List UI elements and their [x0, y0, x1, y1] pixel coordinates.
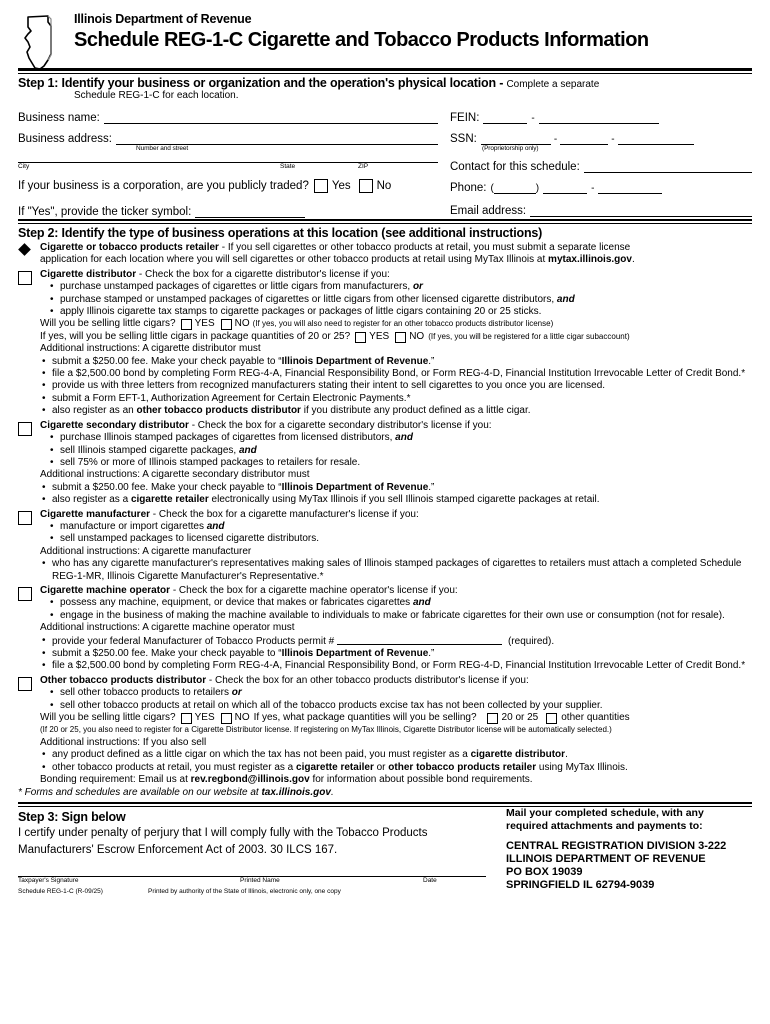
section-title: Cigarette machine operator: [40, 584, 171, 596]
ssn-dash-1: -: [553, 134, 558, 145]
section-cigarette-machine-operator: [18, 585, 752, 673]
section-cigarette-manufacturer: [18, 509, 752, 583]
footnote-post: .: [330, 787, 334, 799]
bullet-text: other tobacco products at retail, you must register as a: [52, 761, 297, 773]
list-item: [50, 700, 752, 712]
list-item: [50, 533, 752, 545]
diamond-bullet-icon: [18, 243, 31, 256]
step1-right-column: [438, 104, 752, 219]
ssn-dash-2: -: [611, 134, 615, 145]
bullet-text: submit a $250.00 fee. Make your check payable to “: [52, 648, 282, 659]
retailer-line2-pre: application for each location where you will sell cigarettes or other tobacco products at retail using MyTax Illinois at: [40, 254, 549, 266]
otp-little-cigars-question-row: [40, 712, 752, 724]
section-title: Cigarette or tobacco products retailer: [40, 242, 219, 253]
bullet-text: who has any cigarette manufacturer's representatives making sales of Illinois stamped packages of cigarettes to retailers must attach a completed Schedule REG-1-MR, Illinois Cigarette Manufacturer's Representative.*: [52, 558, 742, 582]
contact-input[interactable]: [584, 160, 752, 173]
certification-line-2: Manufacturers' Escrow Enforcement Act of 2003. 30 ILCS 167.: [18, 843, 338, 856]
retailer-line2-post: .: [631, 254, 635, 266]
ssn-label: SSN:: [450, 133, 477, 145]
additional-instructions-label: Additional instructions: A cigarette manufacturer: [40, 545, 252, 557]
section-bullets: [40, 432, 752, 469]
list-item: [42, 405, 752, 417]
additional-instructions-bullets: [40, 635, 752, 673]
bullet-text: purchase unstamped packages of cigarettes or little cigars from manufacturers,: [60, 281, 413, 293]
section-title-line: [40, 420, 752, 432]
section-body: [40, 242, 752, 267]
bullet-mid: or: [373, 761, 389, 773]
list-item: [42, 762, 752, 774]
email-row: [450, 195, 752, 217]
fein-row: [450, 104, 752, 124]
bullet-text: submit a $250.00 fee. Make your check payable to “: [52, 481, 282, 493]
list-item: [42, 393, 752, 405]
state-caption: State: [280, 163, 296, 170]
section-body: [40, 585, 752, 673]
publicly-traded-yes-label: Yes: [331, 179, 351, 192]
zip-caption: ZIP: [358, 163, 369, 170]
package-quantities-yes-checkbox[interactable]: [355, 332, 366, 343]
business-address-input[interactable]: [116, 132, 438, 145]
address-line-3: PO BOX 19039: [506, 865, 583, 878]
fein-label: FEIN:: [450, 112, 480, 124]
package-quantities-no-checkbox[interactable]: [395, 332, 406, 343]
phone-row: [450, 174, 752, 194]
permit-required-note: (required).: [507, 635, 555, 647]
section-marker: [18, 242, 40, 267]
additional-instructions-bullets: [40, 356, 752, 418]
step3-mailing-column: [496, 807, 752, 899]
fein-suffix-input[interactable]: [539, 111, 659, 124]
business-address-row: [18, 125, 438, 145]
section-marker: [18, 585, 40, 673]
bullet-text: purchase stamped or unstamped packages of cigarettes or little cigars from other licensed cigarette distributors,: [60, 293, 557, 305]
bullet-bold: cigarette retailer: [296, 761, 374, 773]
little-cigars-question: Will you be selling little cigars?: [40, 318, 176, 330]
list-item: [42, 558, 752, 583]
bullet-text: file a $2,500.00 bond by completing Form REG-4-A, Financial Responsibility Bond, or Form REG-4-D, Financial Institution Irrevocable Letter of Credit Bond.*: [52, 368, 746, 380]
bullet-text: also register as a: [52, 494, 131, 506]
section-title-rest: - If you sell cigarettes or other tobacco products at retail, you must submit a separate license: [218, 242, 631, 253]
illinois-state-outline-icon: [18, 12, 70, 75]
form-header: [18, 0, 752, 68]
list-item: [50, 281, 752, 293]
section-title-rest: - Check the box for a cigarette secondary distributor's license if you:: [188, 419, 492, 431]
bullet-post: .”: [428, 481, 435, 493]
bullet-bold-2: other tobacco products retailer: [388, 761, 537, 773]
bullet-tail: or: [231, 687, 242, 699]
bullet-text: file a $2,500.00 bond by completing Form REG-4-A, Financial Responsibility Bond, or Form REG-4-D, Financial Institution Irrevocable Letter of Credit Bond.*: [52, 660, 746, 672]
otp-little-cigars-question: Will you be selling little cigars?: [40, 712, 176, 724]
little-cigars-note: (If yes, you will also need to register for an other tobacco products distributor license): [252, 319, 554, 329]
list-item: [42, 368, 752, 380]
bullet-text: manufacture or import cigarettes: [60, 520, 207, 532]
section-marker: [18, 269, 40, 418]
quantity-other-label: other quantities: [561, 712, 630, 724]
otp-little-cigars-yes-label: YES: [194, 712, 215, 724]
list-item: [50, 306, 752, 318]
business-name-label: Business name:: [18, 112, 100, 124]
list-item: [42, 749, 752, 761]
mailing-instructions-line-1: Mail your completed schedule, with any: [506, 806, 704, 819]
other-tobacco-products-distributor-checkbox[interactable]: [18, 677, 32, 691]
tax-illinois-url: tax.illinois.gov: [261, 787, 331, 799]
bullet-text: also register as an: [52, 405, 137, 417]
little-cigars-no-label: NO: [234, 318, 250, 330]
form-footer-line: [18, 888, 486, 899]
signature-caption: Taxpayer's Signature: [18, 876, 79, 884]
package-quantities-note: (If yes, you will be registered for a little cigar subaccount): [428, 331, 630, 341]
package-quantities-question: If yes, will you be selling little cigars in package quantities of 20 or 25?: [40, 330, 351, 342]
section-bullets: [40, 597, 752, 622]
section-title: Cigarette secondary distributor: [40, 419, 189, 431]
print-authority: Printed by authority of the State of Illinois, electronic only, one copy: [148, 887, 341, 895]
permit-label: provide your federal Manufacturer of Tobacco Products permit #: [52, 635, 337, 647]
little-cigars-question-row: [40, 318, 752, 330]
section-title-line: [40, 509, 752, 521]
page-title: Schedule REG-1-C Cigarette and Tobacco Products Information: [74, 29, 649, 51]
number-street-caption: Number and street: [136, 145, 189, 152]
package-quantities-yes-label: YES: [369, 330, 390, 342]
bonding-label: Bonding requirement: Email us at: [40, 774, 191, 786]
section-title: Other tobacco products distributor: [40, 674, 207, 686]
city-state-zip-captions: [18, 163, 438, 173]
publicly-traded-row: [18, 175, 438, 196]
phone-label: Phone:: [450, 182, 487, 194]
bullet-post: if you distribute any product defined as a little cigar.: [300, 405, 531, 417]
step3-left-column: [18, 807, 496, 899]
list-item: [42, 482, 752, 494]
section-title-rest: - Check the box for a cigarette manufacturer's license if you:: [150, 508, 419, 520]
bullet-bold: other tobacco products distributor: [136, 405, 301, 417]
bullet-tail: and: [395, 432, 413, 444]
mailing-address: [506, 840, 752, 892]
list-item: [42, 356, 752, 368]
address-line-2: ILLINOIS DEPARTMENT OF REVENUE: [506, 852, 706, 865]
list-item: [42, 494, 752, 506]
otp-package-quantities-question: If yes, what package quantities will you be selling?: [253, 712, 477, 724]
list-item: [42, 648, 752, 660]
bullet-text: provide us with three letters from recognized manufacturers stating their intent to sell cigarettes to you once you are licensed.: [52, 380, 606, 392]
section-bullets: [40, 281, 752, 318]
mailing-instructions: [506, 807, 752, 833]
bullet-tail: and: [238, 444, 257, 456]
business-name-input[interactable]: [104, 111, 438, 124]
cigarette-secondary-distributor-checkbox[interactable]: [18, 422, 32, 436]
bullet-text: purchase Illinois stamped packages of cigarettes from licensed distributors,: [60, 432, 396, 444]
bullet-tail: and: [412, 597, 431, 609]
step1-fields: [18, 101, 752, 219]
bonding-post: for information about possible bond requirements.: [309, 774, 533, 786]
step3-section: [18, 807, 752, 899]
retailer-line2: [40, 254, 752, 266]
step1-left-column: [18, 104, 438, 219]
list-item: [50, 294, 752, 306]
little-cigars-yes-label: YES: [194, 318, 215, 330]
list-item: [42, 380, 752, 392]
phone-dash: -: [591, 183, 595, 194]
section-title-rest: - Check the box for a cigarette distributor's license if you:: [136, 268, 390, 280]
publicly-traded-no-label: No: [376, 179, 392, 192]
little-cigars-no-checkbox[interactable]: [221, 319, 232, 330]
list-item: [42, 635, 752, 648]
section-body: [40, 269, 752, 418]
section-marker: [18, 420, 40, 507]
ticker-symbol-label: If "Yes", provide the ticker symbol:: [18, 206, 192, 218]
otp-quantity-note: (If 20 or 25, you also need to register for a Cigarette Distributor license. If registering on MyTax Illinois, Cigarette Distributor license will be automatically selected.): [40, 725, 612, 735]
form-id: Schedule REG-1-C (R-09/25): [18, 887, 103, 895]
publicly-traded-yes-checkbox[interactable]: [314, 179, 328, 193]
ssn-part3-input[interactable]: [618, 132, 694, 145]
section-marker: [18, 675, 40, 787]
package-quantities-no-label: NO: [409, 330, 425, 342]
phone-paren-open: (: [490, 183, 494, 194]
business-name-row: [18, 104, 438, 124]
bullet-bold: Illinois Department of Revenue: [281, 648, 429, 659]
permit-number-input[interactable]: [337, 635, 502, 645]
section-title: Cigarette distributor: [40, 268, 137, 280]
otp-little-cigars-no-label: NO: [234, 712, 250, 724]
list-item: [42, 660, 752, 672]
additional-instructions-bullets: [40, 749, 752, 774]
little-cigars-yes-checkbox[interactable]: [181, 319, 192, 330]
agency-name: Illinois Department of Revenue: [74, 12, 252, 26]
section-bullets: [40, 687, 752, 712]
fein-dash: -: [531, 113, 535, 124]
cigarette-manufacturer-checkbox[interactable]: [18, 511, 32, 525]
list-item: [50, 445, 752, 457]
business-address-label: Business address:: [18, 133, 112, 145]
section-title-rest: - Check the box for an other tobacco products distributor's license if you:: [206, 674, 529, 686]
date-caption: Date: [423, 876, 437, 884]
bullet-bold: Illinois Department of Revenue: [281, 355, 429, 367]
ssn-part1-input[interactable]: [481, 132, 551, 145]
city-caption: City: [18, 163, 30, 170]
section-title-line: [40, 585, 752, 597]
quantity-other-checkbox[interactable]: [546, 713, 557, 724]
certification-line-1: I certify under penalty of perjury that I will comply fully with the Tobacco Products: [18, 826, 428, 839]
bonding-email[interactable]: rev.regbond@illinois.gov: [190, 774, 310, 786]
section-title-rest: - Check the box for a cigarette machine operator's license if you:: [170, 584, 458, 596]
bullet-text: sell 75% or more of Illinois stamped packages to retailers for resale.: [60, 456, 361, 468]
contact-row: [450, 154, 752, 173]
list-item: [50, 457, 752, 469]
bullet-text: sell unstamped packages to licensed cigarette distributors.: [60, 533, 320, 545]
package-quantities-question-row: [40, 331, 752, 343]
additional-instructions-label: Additional instructions: A cigarette distributor must: [40, 343, 261, 355]
fein-prefix-input[interactable]: [483, 111, 527, 124]
section-cigarette-secondary-distributor: [18, 420, 752, 507]
bullet-text: sell other tobacco products at retail on which all of the tobacco products excise tax has not been collected by your supplier.: [60, 699, 603, 711]
bonding-requirement-line: [40, 774, 752, 786]
section-cigarette-distributor: [18, 269, 752, 418]
section-marker: [18, 509, 40, 583]
section-body: [40, 675, 752, 787]
section-title-line: [40, 269, 752, 281]
certification-text: [18, 824, 486, 859]
cigarette-machine-operator-checkbox[interactable]: [18, 587, 32, 601]
additional-instructions-bullets: [40, 482, 752, 507]
number-street-caption-row: [18, 146, 438, 154]
step1-heading-line2: Schedule REG-1-C for each location.: [74, 90, 239, 101]
section-other-tobacco-products-distributor: [18, 675, 752, 787]
bullet-post: .”: [428, 355, 435, 367]
list-item: [50, 597, 752, 609]
section-title-line: [40, 242, 752, 254]
footnote-pre: * Forms and schedules are available on our website at: [18, 787, 262, 799]
address-line-4: SPRINGFIELD IL 62794-9039: [506, 878, 655, 891]
bullet-text: sell Illinois stamped cigarette packages,: [60, 444, 239, 456]
bullet-text: apply Illinois cigarette tax stamps to cigarette packages or packages of little cigars containing 20 or 25 sticks.: [60, 306, 542, 318]
bullet-text: possess any machine, equipment, or device that makes or fabricates cigarettes: [60, 597, 413, 609]
quantity-20-or-25-label: 20 or 25: [501, 712, 539, 724]
quantity-20-or-25-checkbox[interactable]: [487, 713, 498, 724]
bullet-post: using MyTax Illinois.: [536, 761, 628, 773]
list-item: [50, 687, 752, 699]
forms-footnote: [18, 787, 752, 799]
contact-label: Contact for this schedule:: [450, 161, 580, 173]
ssn-caption-row: [450, 146, 752, 154]
bullet-bold: cigarette distributor: [470, 749, 566, 761]
section-cigarette-retailer: [18, 242, 752, 267]
email-label: Email address:: [450, 205, 527, 217]
bullet-post: electronically using MyTax Illinois if you sell Illinois stamped cigarette packages at retail.: [208, 494, 600, 506]
ticker-symbol-row: [18, 196, 438, 218]
phone-area-input[interactable]: [494, 181, 536, 194]
publicly-traded-label: If your business is a corporation, are you publicly traded?: [18, 179, 309, 192]
bullet-bold: cigarette retailer: [130, 494, 209, 506]
additional-instructions-bullets: [40, 558, 752, 583]
bullet-text: sell other tobacco products to retailers: [60, 687, 232, 699]
bullet-bold: Illinois Department of Revenue: [281, 481, 429, 493]
step2-sections: [18, 242, 752, 800]
bullet-post: .”: [428, 648, 435, 659]
ssn-caption: (Proprietorship only): [482, 145, 539, 152]
address-line-1: CENTRAL REGISTRATION DIVISION 3-222: [506, 839, 727, 852]
additional-instructions-label: Additional instructions: If you also sell: [40, 736, 207, 748]
additional-instructions-label: Additional instructions: A cigarette machine operator must: [40, 622, 295, 634]
additional-instructions-label: Additional instructions: A cigarette secondary distributor must: [40, 469, 310, 481]
ssn-part2-input[interactable]: [560, 132, 608, 145]
list-item: [50, 610, 752, 622]
bullet-post: .: [565, 749, 568, 761]
signature-captions: [18, 877, 486, 888]
section-bullets: [40, 521, 752, 546]
mytax-url: mytax.illinois.gov: [548, 254, 632, 266]
step1-heading-main: Step 1: Identify your business or organization and the operation's physical location -: [18, 76, 504, 90]
section-body: [40, 420, 752, 507]
city-state-zip-row: [18, 154, 438, 175]
otp-little-cigars-no-checkbox[interactable]: [221, 713, 232, 724]
section-title-line: [40, 675, 752, 687]
bullet-text: submit a Form EFT-1, Authorization Agreement for Certain Electronic Payments.*: [52, 392, 411, 404]
email-input[interactable]: [530, 204, 752, 217]
bullet-tail: and: [556, 293, 575, 305]
printed-name-caption: Printed Name: [240, 876, 280, 884]
phone-prefix-input[interactable]: [543, 181, 587, 194]
step2-heading: Step 2: Identify the type of business operations at this location (see additional instructions): [18, 226, 543, 240]
cigarette-distributor-checkbox[interactable]: [18, 271, 32, 285]
step3-heading: Step 3: Sign below: [18, 809, 126, 824]
section-body: [40, 509, 752, 583]
bullet-tail: or: [412, 281, 423, 293]
ticker-symbol-input[interactable]: [195, 205, 305, 218]
list-item: [50, 521, 752, 533]
bullet-text: submit a $250.00 fee. Make your check payable to “: [52, 355, 282, 367]
list-item: [50, 432, 752, 444]
section-title: Cigarette manufacturer: [40, 508, 151, 520]
otp-little-cigars-yes-checkbox[interactable]: [181, 713, 192, 724]
header-text-block: [70, 12, 649, 52]
bullet-text: engage in the business of making the machine available to individuals to make or fabricate cigarettes for their own use or consumption (not for resale).: [60, 609, 725, 621]
step1-heading-suffix: Complete a separate: [506, 79, 600, 90]
phone-suffix-input[interactable]: [598, 181, 662, 194]
step1-heading: [18, 74, 752, 90]
bullet-tail: and: [206, 520, 225, 532]
publicly-traded-no-checkbox[interactable]: [359, 179, 373, 193]
bullet-text: any product defined as a little cigar on which the tax has not been paid, you must register as a: [52, 749, 471, 761]
mailing-instructions-line-2: required attachments and payments to:: [506, 819, 703, 832]
phone-paren-close: ): [535, 183, 540, 194]
ssn-row: [450, 125, 752, 145]
